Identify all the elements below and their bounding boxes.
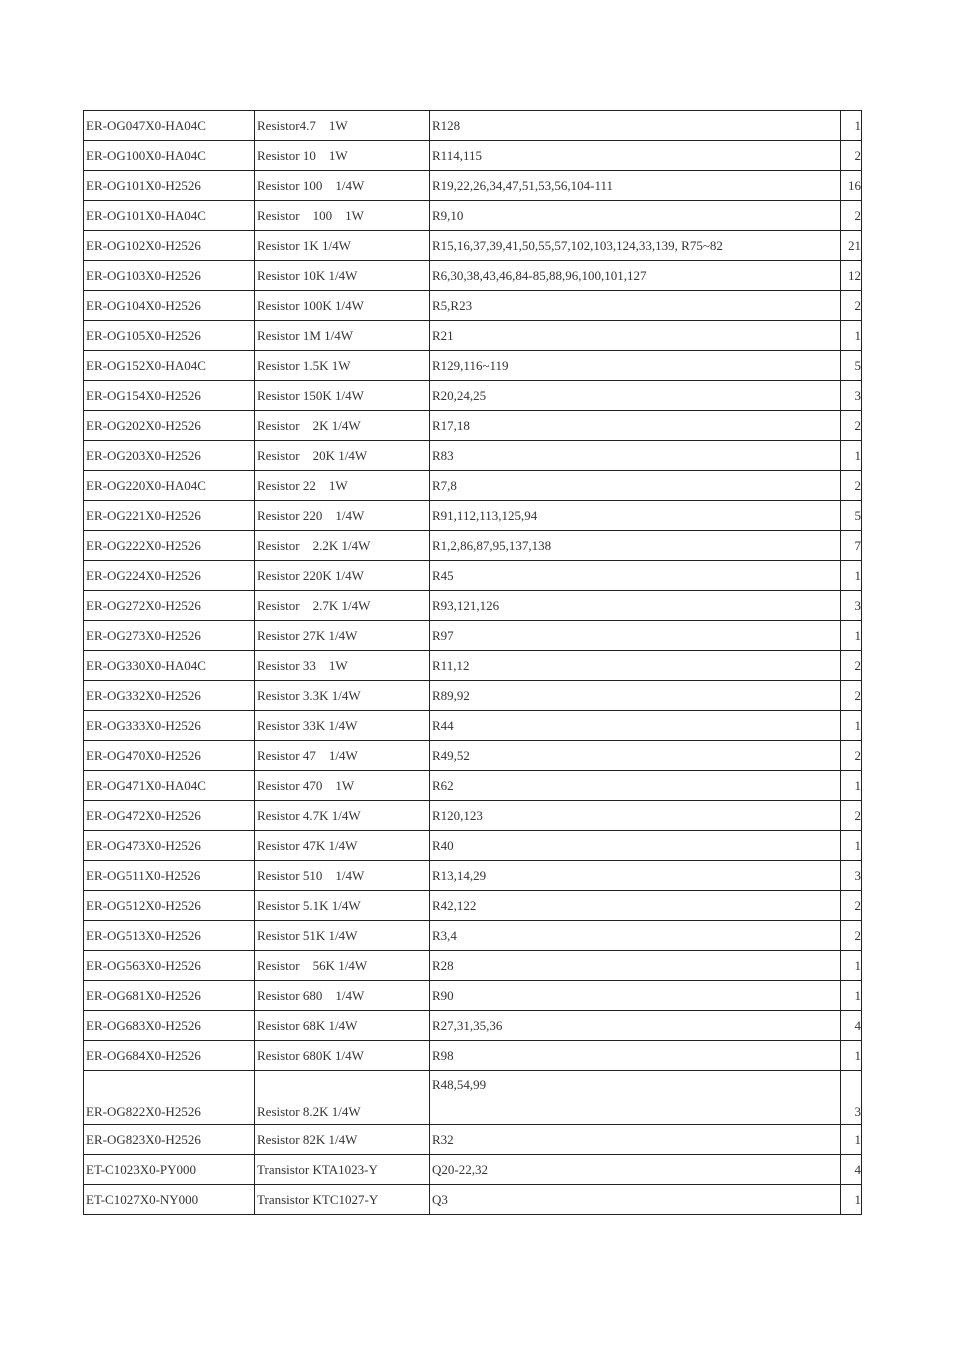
bom-table	[83, 110, 862, 1215]
quantity-cell: 1	[841, 771, 862, 801]
description-cell: Resistor 8.2K 1/4W	[255, 1071, 430, 1125]
reference-designator-cell: R9,10	[430, 201, 841, 231]
part-number-cell: ER-OG222X0-H2526	[84, 531, 255, 561]
reference-designator-cell: R13,14,29	[430, 861, 841, 891]
part-number-cell: ER-OG684X0-H2526	[84, 1041, 255, 1071]
reference-designator-cell: R42,122	[430, 891, 841, 921]
part-number-cell: ER-OG221X0-H2526	[84, 501, 255, 531]
part-number-cell: ER-OG224X0-H2526	[84, 561, 255, 591]
table-row	[84, 1155, 862, 1185]
part-number-cell: ER-OG104X0-H2526	[84, 291, 255, 321]
bom-sheet	[83, 110, 862, 1215]
table-row	[84, 231, 862, 261]
quantity-cell: 16	[841, 171, 862, 201]
description-cell: Resistor 27K 1/4W	[255, 621, 430, 651]
table-row	[84, 351, 862, 381]
table-row	[84, 861, 862, 891]
description-cell: Resistor 33K 1/4W	[255, 711, 430, 741]
table-row	[84, 1125, 862, 1155]
part-number-cell: ER-OG332X0-H2526	[84, 681, 255, 711]
table-row	[84, 1041, 862, 1071]
table-row	[84, 141, 862, 171]
reference-designator-cell: R28	[430, 951, 841, 981]
description-cell: Resistor 22 1W	[255, 471, 430, 501]
part-number-cell: ER-OG330X0-HA04C	[84, 651, 255, 681]
quantity-cell: 1	[841, 831, 862, 861]
quantity-cell: 2	[841, 681, 862, 711]
description-cell: Resistor 2.7K 1/4W	[255, 591, 430, 621]
description-cell: Resistor4.7 1W	[255, 111, 430, 141]
reference-designator-cell: R21	[430, 321, 841, 351]
description-cell: Resistor 680 1/4W	[255, 981, 430, 1011]
quantity-cell: 1	[841, 111, 862, 141]
quantity-cell: 1	[841, 951, 862, 981]
quantity-cell: 1	[841, 711, 862, 741]
description-cell: Resistor 100 1W	[255, 201, 430, 231]
reference-designator-cell: R97	[430, 621, 841, 651]
quantity-cell: 1	[841, 981, 862, 1011]
part-number-cell: ER-OG333X0-H2526	[84, 711, 255, 741]
reference-designator-cell: R20,24,25	[430, 381, 841, 411]
part-number-cell: ER-OG472X0-H2526	[84, 801, 255, 831]
reference-designator-cell: R90	[430, 981, 841, 1011]
description-cell: Resistor 68K 1/4W	[255, 1011, 430, 1041]
table-row	[84, 801, 862, 831]
part-number-cell: ER-OG823X0-H2526	[84, 1125, 255, 1155]
quantity-cell: 1	[841, 1041, 862, 1071]
description-cell: Resistor 5.1K 1/4W	[255, 891, 430, 921]
part-number-cell: ER-OG273X0-H2526	[84, 621, 255, 651]
reference-designator-cell: R62	[430, 771, 841, 801]
reference-designator-cell: R120,123	[430, 801, 841, 831]
description-cell: Resistor 47K 1/4W	[255, 831, 430, 861]
table-row	[84, 951, 862, 981]
table-row	[84, 471, 862, 501]
table-row	[84, 741, 862, 771]
quantity-cell: 1	[841, 441, 862, 471]
part-number-cell: ER-OG152X0-HA04C	[84, 351, 255, 381]
quantity-cell: 2	[841, 471, 862, 501]
table-row	[84, 1011, 862, 1041]
part-number-cell: ET-C1027X0-NY000	[84, 1185, 255, 1215]
part-number-cell: ER-OG513X0-H2526	[84, 921, 255, 951]
description-cell: Resistor 47 1/4W	[255, 741, 430, 771]
quantity-cell: 3	[841, 591, 862, 621]
description-cell: Resistor 33 1W	[255, 651, 430, 681]
reference-designator-cell: R98	[430, 1041, 841, 1071]
description-cell: Resistor 2K 1/4W	[255, 411, 430, 441]
part-number-cell: ER-OG563X0-H2526	[84, 951, 255, 981]
part-number-cell: ER-OG101X0-HA04C	[84, 201, 255, 231]
description-cell: Resistor 3.3K 1/4W	[255, 681, 430, 711]
part-number-cell: ER-OG103X0-H2526	[84, 261, 255, 291]
description-cell: Resistor 470 1W	[255, 771, 430, 801]
part-number-cell: ER-OG511X0-H2526	[84, 861, 255, 891]
part-number-cell: ER-OG105X0-H2526	[84, 321, 255, 351]
description-cell: Resistor 220 1/4W	[255, 501, 430, 531]
part-number-cell: ER-OG822X0-H2526	[84, 1071, 255, 1125]
table-row	[84, 921, 862, 951]
table-row	[84, 111, 862, 141]
table-row	[84, 711, 862, 741]
reference-designator-cell: R48,54,99	[430, 1071, 841, 1125]
part-number-cell: ER-OG102X0-H2526	[84, 231, 255, 261]
table-row	[84, 1071, 862, 1125]
description-cell: Resistor 82K 1/4W	[255, 1125, 430, 1155]
description-cell: Resistor 1M 1/4W	[255, 321, 430, 351]
table-row	[84, 591, 862, 621]
description-cell: Resistor 56K 1/4W	[255, 951, 430, 981]
reference-designator-cell: R129,116~119	[430, 351, 841, 381]
quantity-cell: 4	[841, 1011, 862, 1041]
quantity-cell: 2	[841, 141, 862, 171]
quantity-cell: 1	[841, 621, 862, 651]
part-number-cell: ER-OG203X0-H2526	[84, 441, 255, 471]
description-cell: Resistor 1K 1/4W	[255, 231, 430, 261]
description-cell: Resistor 10K 1/4W	[255, 261, 430, 291]
quantity-cell: 7	[841, 531, 862, 561]
reference-designator-cell: R11,12	[430, 651, 841, 681]
part-number-cell: ER-OG272X0-H2526	[84, 591, 255, 621]
description-cell: Resistor 150K 1/4W	[255, 381, 430, 411]
table-row	[84, 681, 862, 711]
description-cell: Resistor 2.2K 1/4W	[255, 531, 430, 561]
quantity-cell: 3	[841, 1071, 862, 1125]
reference-designator-cell: R49,52	[430, 741, 841, 771]
part-number-cell: ET-C1023X0-PY000	[84, 1155, 255, 1185]
quantity-cell: 3	[841, 861, 862, 891]
description-cell: Transistor KTA1023-Y	[255, 1155, 430, 1185]
bom-table-body	[84, 111, 862, 1215]
quantity-cell: 2	[841, 411, 862, 441]
reference-designator-cell: R1,2,86,87,95,137,138	[430, 531, 841, 561]
part-number-cell: ER-OG471X0-HA04C	[84, 771, 255, 801]
description-cell: Resistor 20K 1/4W	[255, 441, 430, 471]
description-cell: Resistor 4.7K 1/4W	[255, 801, 430, 831]
quantity-cell: 1	[841, 1125, 862, 1155]
reference-designator-cell: R15,16,37,39,41,50,55,57,102,103,124,33,139, R75~82	[430, 231, 841, 261]
quantity-cell: 2	[841, 291, 862, 321]
quantity-cell: 2	[841, 891, 862, 921]
reference-designator-cell: R44	[430, 711, 841, 741]
quantity-cell: 5	[841, 501, 862, 531]
table-row	[84, 171, 862, 201]
description-cell: Resistor 100 1/4W	[255, 171, 430, 201]
table-row	[84, 441, 862, 471]
table-row	[84, 621, 862, 651]
quantity-cell: 2	[841, 651, 862, 681]
table-row	[84, 411, 862, 441]
part-number-cell: ER-OG220X0-HA04C	[84, 471, 255, 501]
quantity-cell: 2	[841, 801, 862, 831]
table-row	[84, 291, 862, 321]
part-number-cell: ER-OG154X0-H2526	[84, 381, 255, 411]
quantity-cell: 2	[841, 921, 862, 951]
reference-designator-cell: R128	[430, 111, 841, 141]
table-row	[84, 321, 862, 351]
reference-designator-cell: R6,30,38,43,46,84-85,88,96,100,101,127	[430, 261, 841, 291]
part-number-cell: ER-OG047X0-HA04C	[84, 111, 255, 141]
quantity-cell: 12	[841, 261, 862, 291]
quantity-cell: 4	[841, 1155, 862, 1185]
reference-designator-cell: R89,92	[430, 681, 841, 711]
description-cell: Resistor 10 1W	[255, 141, 430, 171]
table-row	[84, 651, 862, 681]
table-row	[84, 261, 862, 291]
description-cell: Resistor 100K 1/4W	[255, 291, 430, 321]
quantity-cell: 3	[841, 381, 862, 411]
description-cell: Resistor 680K 1/4W	[255, 1041, 430, 1071]
reference-designator-cell: R3,4	[430, 921, 841, 951]
part-number-cell: ER-OG683X0-H2526	[84, 1011, 255, 1041]
part-number-cell: ER-OG470X0-H2526	[84, 741, 255, 771]
table-row	[84, 1185, 862, 1215]
reference-designator-cell: R93,121,126	[430, 591, 841, 621]
part-number-cell: ER-OG202X0-H2526	[84, 411, 255, 441]
table-row	[84, 201, 862, 231]
reference-designator-cell: R83	[430, 441, 841, 471]
reference-designator-cell: R40	[430, 831, 841, 861]
reference-designator-cell: Q3	[430, 1185, 841, 1215]
reference-designator-cell: R32	[430, 1125, 841, 1155]
quantity-cell: 5	[841, 351, 862, 381]
description-cell: Resistor 1.5K 1W	[255, 351, 430, 381]
table-row	[84, 891, 862, 921]
part-number-cell: ER-OG101X0-H2526	[84, 171, 255, 201]
reference-designator-cell: R45	[430, 561, 841, 591]
quantity-cell: 1	[841, 561, 862, 591]
reference-designator-cell: R91,112,113,125,94	[430, 501, 841, 531]
description-cell: Resistor 51K 1/4W	[255, 921, 430, 951]
table-row	[84, 831, 862, 861]
reference-designator-cell: R17,18	[430, 411, 841, 441]
table-row	[84, 381, 862, 411]
reference-designator-cell: Q20-22,32	[430, 1155, 841, 1185]
quantity-cell: 1	[841, 1185, 862, 1215]
quantity-cell: 1	[841, 321, 862, 351]
table-row	[84, 981, 862, 1011]
table-row	[84, 561, 862, 591]
table-row	[84, 531, 862, 561]
table-row	[84, 501, 862, 531]
reference-designator-cell: R5,R23	[430, 291, 841, 321]
part-number-cell: ER-OG512X0-H2526	[84, 891, 255, 921]
part-number-cell: ER-OG473X0-H2526	[84, 831, 255, 861]
quantity-cell: 2	[841, 741, 862, 771]
part-number-cell: ER-OG681X0-H2526	[84, 981, 255, 1011]
reference-designator-cell: R7,8	[430, 471, 841, 501]
description-cell: Transistor KTC1027-Y	[255, 1185, 430, 1215]
reference-designator-cell: R19,22,26,34,47,51,53,56,104-111	[430, 171, 841, 201]
quantity-cell: 2	[841, 201, 862, 231]
reference-designator-cell: R27,31,35,36	[430, 1011, 841, 1041]
description-cell: Resistor 510 1/4W	[255, 861, 430, 891]
description-cell: Resistor 220K 1/4W	[255, 561, 430, 591]
table-row	[84, 771, 862, 801]
quantity-cell: 21	[841, 231, 862, 261]
part-number-cell: ER-OG100X0-HA04C	[84, 141, 255, 171]
reference-designator-cell: R114,115	[430, 141, 841, 171]
